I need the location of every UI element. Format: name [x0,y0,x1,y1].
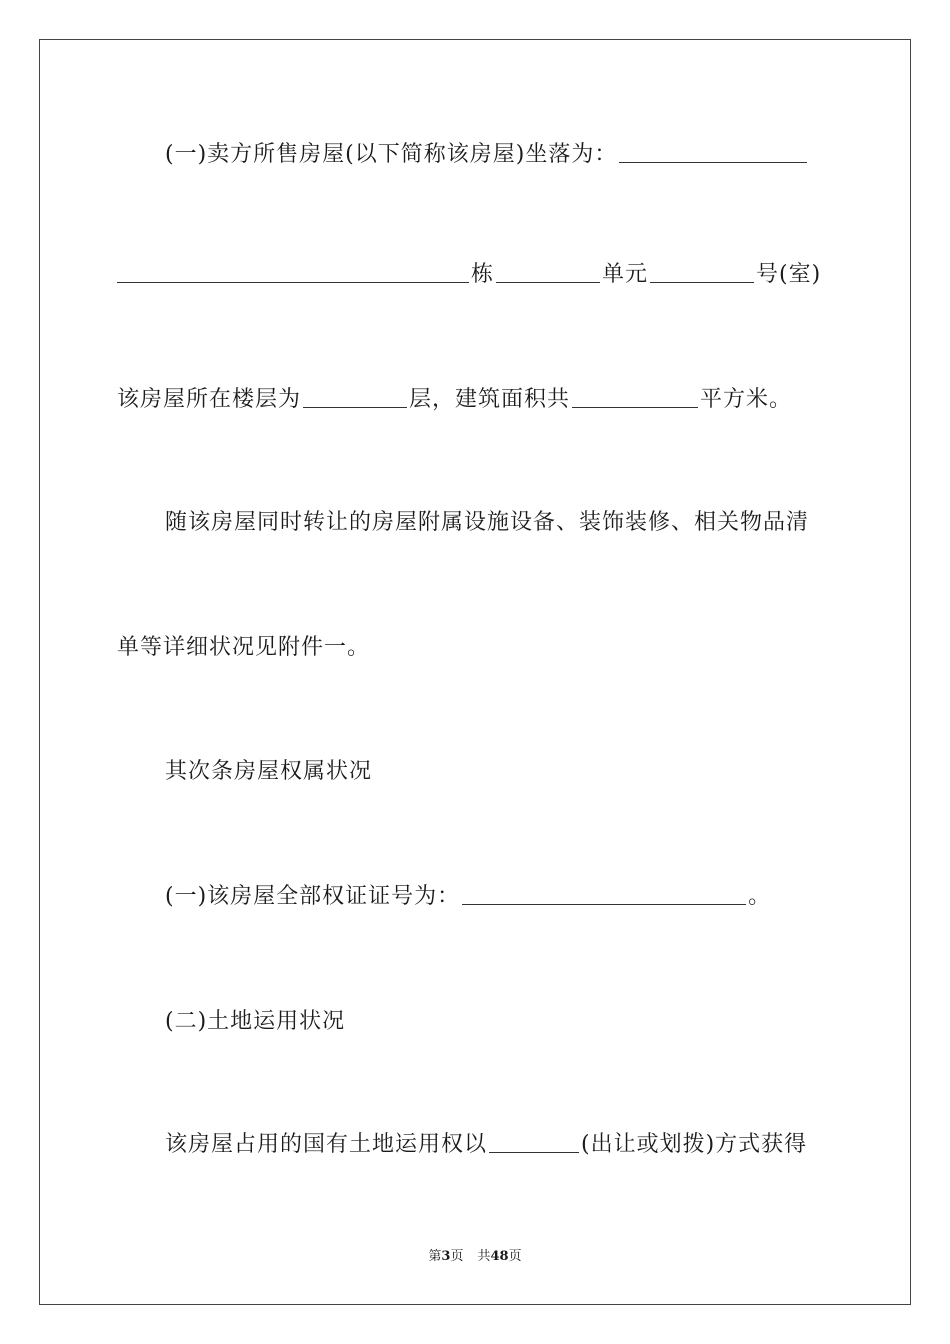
attachments-line-2 [117,633,833,663]
total-suffix: 页 [508,1249,522,1264]
room-label: 号(室) [756,262,822,287]
clause-1-location [165,140,833,170]
location-blank[interactable] [619,140,807,163]
total-pages: 48 [490,1249,509,1264]
page-footer [0,1245,950,1264]
attachments-text-1: 随该房屋同时转让的房屋附属设施设备、装饰装修、相关物品清 [165,510,810,535]
building-blank[interactable] [496,260,600,283]
certificate-line [165,882,833,912]
total-prefix: 共 [477,1249,491,1264]
attachments-line-1 [165,508,833,538]
area-blank[interactable] [572,385,698,408]
building-label: 栋 [471,262,495,287]
land-use-heading-text: (二)土地运用状况 [165,1009,346,1034]
attachments-text-2: 单等详细状况见附件一。 [117,635,371,660]
floor-blank[interactable] [303,385,407,408]
page-number: 3 [441,1249,451,1264]
floor-label: 该房屋所在楼层为 [117,387,302,412]
section-heading-text: 其次条房屋权属状况 [165,759,373,784]
address-blank[interactable] [117,260,469,283]
area-unit: 平方米。 [700,387,793,412]
floor-area-line [117,385,833,415]
unit-label: 单元 [602,262,649,287]
land-use-line [165,1130,833,1160]
building-unit-line [117,260,833,290]
land-use-label: 该房屋占用的国有土地运用权以 [165,1132,488,1157]
clause-1-text: (一)卖方所售房屋(以下简称该房屋)坐落为： [165,142,618,167]
certificate-label: (一)该房屋全部权证证号为： [165,884,461,909]
land-use-heading [165,1007,833,1037]
section-heading [165,757,833,787]
page-prefix: 第 [428,1249,442,1264]
certificate-blank[interactable] [462,882,746,905]
area-label: 层，建筑面积共 [409,387,571,412]
unit-blank[interactable] [650,260,754,283]
page-suffix: 页 [450,1249,464,1264]
land-use-blank[interactable] [489,1130,579,1153]
certificate-period: 。 [748,884,772,909]
page-border [39,39,911,1305]
land-use-method: (出让或划拨)方式获得 [581,1132,808,1157]
